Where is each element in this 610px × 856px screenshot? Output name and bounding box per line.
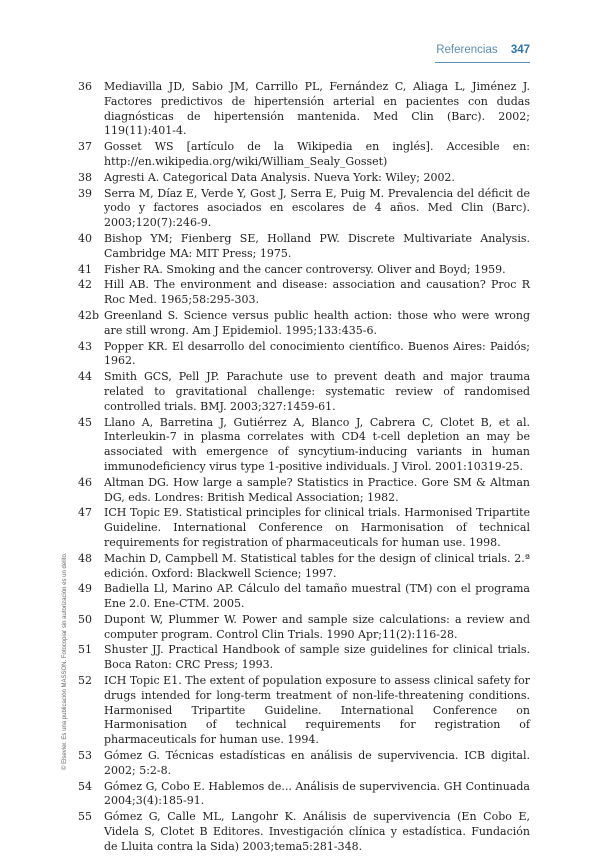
reference-number: 40 [78, 231, 92, 245]
reference-number: 37 [78, 140, 92, 154]
reference-item [78, 140, 530, 170]
reference-text: Hill AB. The environment and disease: association and causation? Proc R Roc Med. 1965;58:295-303. [104, 278, 530, 307]
reference-text: Serra M, Díaz E, Verde Y, Gost J, Serra E, Puig M. Prevalencia del déficit de yodo y factores asociados en escolares de 4 años. Med Clin (Barc). 2003;120(7):246-9. [104, 186, 530, 230]
reference-text: Gómez G, Calle ML, Langohr K. Análisis de supervivencia (En Cobo E, Videla S, Clotet B Editores. Investigación clínica y estadística. Fundación de Lluita contra la Sida) 2003;tema5:281-348. [104, 810, 530, 853]
reference-number: 46 [78, 475, 92, 489]
reference-text: Altman DG. How large a sample? Statistics in Practice. Gore SM & Altman DG, eds. Londres: British Medical Association; 1982. [104, 475, 530, 504]
reference-text: Gómez G. Técnicas estadísticas en análisis de supervivencia. ICB digital. 2002; 5:2-8. [104, 749, 530, 777]
reference-text: Machin D, Campbell M. Statistical tables for the design of clinical trials. 2.ª edición. Oxford: Blackwell Science; 1997. [104, 551, 530, 580]
reference-text: Gosset WS [artículo de la Wikipedia en inglés]. Accesible en: http://en.wikipedia.org/wiki/William_Sealy_Gosset) [104, 140, 530, 168]
reference-number: 47 [78, 506, 92, 520]
reference-number: 49 [78, 582, 92, 596]
reference-number: 41 [78, 262, 92, 276]
reference-number: 54 [78, 779, 92, 793]
reference-number: 51 [78, 643, 92, 657]
reference-item [78, 552, 530, 582]
reference-list [78, 80, 530, 856]
reference-item [78, 416, 530, 475]
reference-item [78, 187, 530, 231]
reference-number: 43 [78, 339, 92, 353]
reference-number: 53 [78, 749, 92, 763]
section-title: Referencias [436, 44, 498, 56]
running-header [0, 44, 530, 64]
reference-item [78, 232, 530, 262]
reference-number: 48 [78, 551, 92, 565]
reference-number: 36 [78, 80, 92, 93]
reference-text: Shuster JJ. Practical Handbook of sample size guidelines for clinical trials. Boca Raton: CRC Press; 1993. [104, 643, 530, 672]
reference-number: 52 [78, 674, 92, 688]
header-rule [435, 62, 530, 63]
page-number: 347 [510, 44, 530, 56]
reference-number: 42 [78, 278, 92, 292]
reference-text: Gómez G, Cobo E. Hablemos de... Análisis de supervivencia. GH Continuada 2004;3(4):185-91. [104, 779, 530, 808]
reference-text: Llano A, Barretina J, Gutiérrez A, Blanco J, Cabrera C, Clotet B, et al. Interleukin-7 in plasma correlates with CD4 t-cell depletion an may be associated with emergence of syncytium-inducing variants in human immunodeficiency virus type 1-positive individuals. J Virol. 2001:10319-25. [104, 415, 530, 473]
reference-number: 38 [78, 170, 92, 184]
reference-item [78, 80, 530, 139]
reference-item [78, 749, 530, 779]
reference-text: Popper KR. El desarrollo del conocimiento científico. Buenos Aires: Paidós; 1962. [104, 339, 530, 368]
reference-item [78, 780, 530, 810]
reference-item [78, 476, 530, 506]
reference-item [78, 278, 530, 308]
reference-number: 50 [78, 612, 92, 626]
reference-text: Fisher RA. Smoking and the cancer controversy. Oliver and Boyd; 1959. [104, 262, 506, 276]
copyright-side-note: © Elsevier. Es una publicación MASSON. Fotocopiar sin autorización es un delito. [62, 552, 68, 770]
reference-text: Badiella Ll, Marino AP. Cálculo del tamaño muestral (TM) con el programa Ene 2.0. Ene-CTM. 2005. [104, 582, 530, 611]
reference-text: Mediavilla JD, Sabio JM, Carrillo PL, Fernández C, Aliaga L, Jiménez J. Factores predictivos de hipertensión arterial en pacientes con dudas diagnósticas de hipertensión mantenida. Med Clin (Barc). 2002; 119(11):401-4. [104, 80, 530, 138]
reference-item [78, 370, 530, 414]
reference-text: Bishop YM; Fienberg SE, Holland PW. Discrete Multivariate Analysis. Cambridge MA: MIT Press; 1975. [104, 231, 530, 260]
reference-item [78, 263, 530, 278]
reference-text: Smith GCS, Pell JP. Parachute use to prevent death and major trauma related to gravitational challenge: systematic review of randomised controlled trials. BMJ. 2003;327:1459-61. [104, 370, 530, 413]
reference-text: Greenland S. Science versus public health action: those who were wrong are still wrong. Am J Epidemiol. 1995;133:435-6. [104, 308, 530, 337]
reference-text: ICH Topic E1. The extent of population exposure to assess clinical safety for drugs intended for long-term treatment of non-life-threatening conditions. Harmonised Tripartite Guideline. International Conference on Harmonisation of technical requirements for registration of pharmaceuticals for human use. 1994. [104, 674, 530, 747]
reference-number: 55 [78, 810, 92, 824]
reference-item [78, 582, 530, 612]
reference-item [78, 506, 530, 550]
reference-item [78, 674, 530, 748]
reference-item [78, 171, 530, 186]
reference-item [78, 643, 530, 673]
reference-number: 39 [78, 186, 92, 200]
reference-item [78, 613, 530, 643]
reference-text: Agresti A. Categorical Data Analysis. Nueva York: Wiley; 2002. [104, 170, 455, 184]
reference-number: 45 [78, 415, 92, 429]
reference-item [78, 309, 530, 339]
reference-text: Dupont W, Plummer W. Power and sample size calculations: a review and computer program. Control Clin Trials. 1990 Apr;11(2):116-28. [104, 612, 530, 641]
reference-item [78, 340, 530, 370]
reference-number: 42b [78, 308, 100, 322]
reference-number: 44 [78, 370, 92, 384]
reference-text: ICH Topic E9. Statistical principles for clinical trials. Harmonised Tripartite Guideline. International Conference on Harmonisation of technical requirements for registration of pharmaceuticals for human use. 1998. [104, 506, 530, 549]
